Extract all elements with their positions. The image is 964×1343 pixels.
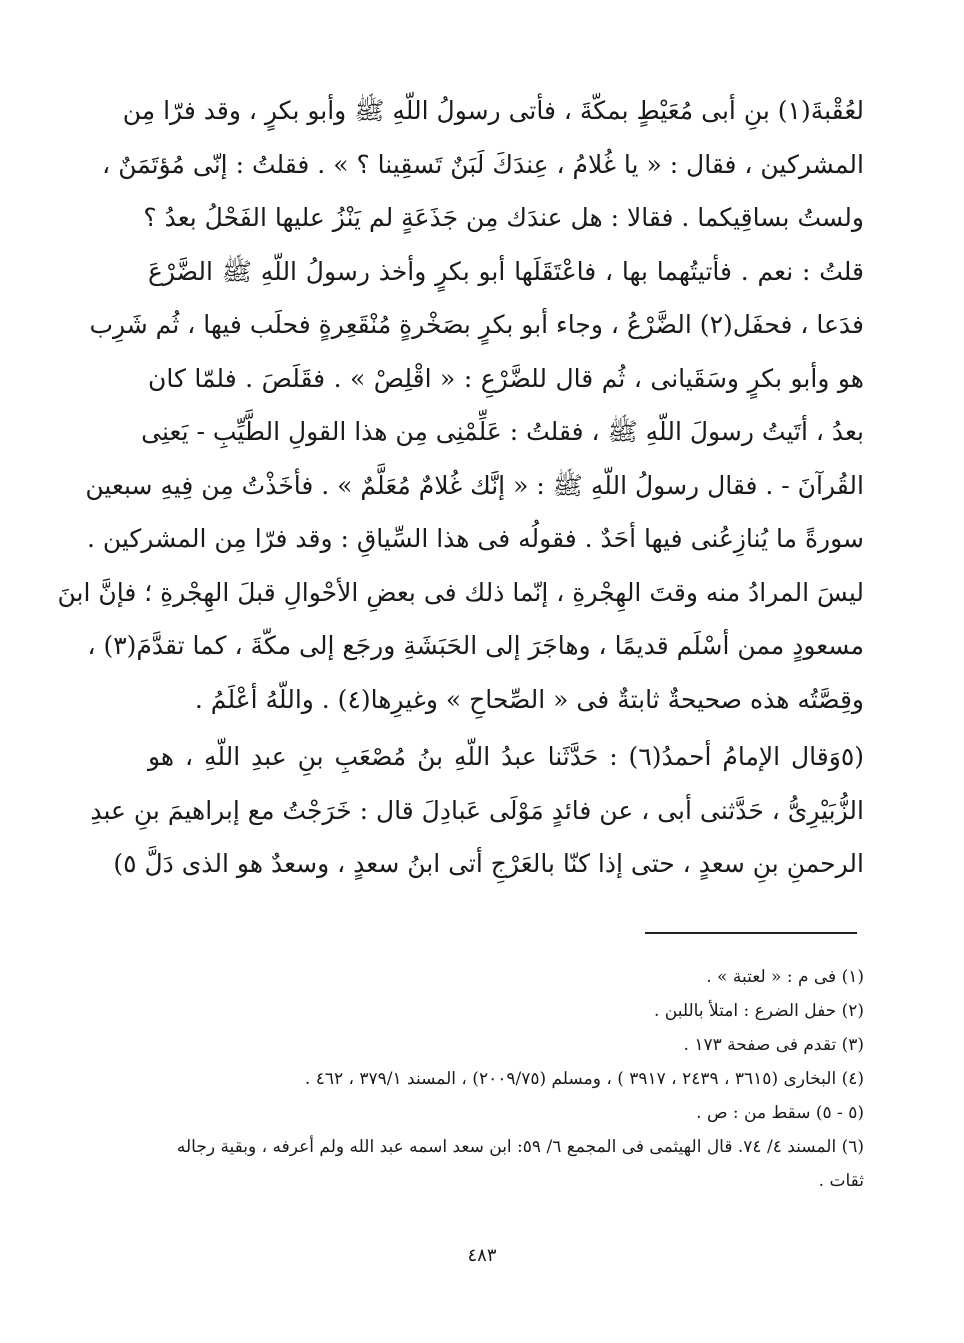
footnote-divider: [645, 932, 857, 934]
footnote-continuation: ثقات .: [818, 1171, 864, 1191]
text-line: وقِصَّتُه هذه صحيحةٌ ثابتةٌ فى « الصِّحاحِ » وغيرِها(٤) . واللّهُ أعْلَمُ .: [194, 684, 864, 714]
text-line: قلتُ : نعم . فأتيتُهما بها ، فاعْتَقَلَها أبو بكرٍ وأخذ رسولُ اللّهِ ﷺ الضَّرْعَ: [148, 256, 864, 286]
footnote: (٤) البخارى (٣٦١٥ ، ٢٤٣٩ ، ٣٩١٧ ) ، ومسلم (٢٠٠٩/٧٥) ، المسند ٣٧٩/١ ، ٤٦٢ .: [304, 1069, 864, 1089]
text-line: بعدُ ، أتَيتُ رسولَ اللّهِ ﷺ ، فقلتُ : عَلِّمْنِى مِن هذا القولِ الطَّيِّبِ - يَعنِى: [141, 417, 864, 446]
text-line: الرحمنِ بنِ سعدٍ ، حتى إذا كنّا بالعَرْجِ أتى ابنُ سعدٍ ، وسعدٌ هو الذى دَلَّ ٥): [113, 849, 864, 878]
text-line: مسعودٍ ممن أسْلَم قديمًا ، وهاجَرَ إلى الحَبَشَةِ ورجَع إلى مكّةَ ، كما تقدَّمَ(٣) ،: [87, 631, 864, 660]
main-text: [57, 84, 865, 891]
text-line: ولستُ بساقِيكما . فقالا : هل عندَك مِن جَذَعَةٍ لم يَنْزُ عليها الفَحْلُ بعدُ ؟: [143, 203, 864, 232]
text-line: فدَعا ، فحفَل(٢) الضَّرْعُ ، وجاء أبو بكرٍ بصَخْرةٍ مُنْقَعِرةٍ فحلَب فيها ، ثُم شَرِب: [89, 310, 864, 339]
text-line: سورةً ما يُنازِعُنى فيها أحَدٌ . فقولُه فى هذا السِّياقِ : وقد فرّا مِن المشركين .: [86, 524, 864, 553]
footnotes: [148, 960, 864, 1198]
text-line: الزُّبَيْرِىُّ ، حَدَّثنى أبى ، عن فائدٍ مَوْلَى عَبادِلَ قال : خَرَجْتُ مع إبراهيمَ بنِ عبدِ: [90, 795, 864, 825]
footnote: (٦) المسند ٤/ ٧٤. قال الهيثمى فى المجمع ٦/ ٥٩: ابن سعد اسمه عبد الله ولم أعرفه ، وبقية رجاله: [176, 1137, 864, 1157]
footnote: (٢) حفل الضرع : امتلأ باللبن .: [653, 1001, 864, 1021]
page-number: ٤٨٣: [467, 1245, 497, 1266]
text-line: القُرآنَ - . فقال رسولُ اللّهِ ﷺ : « إنَّك غُلامٌ مُعَلَّمٌ » . فأخَذْتُ مِن فِيهِ سبعين: [85, 470, 864, 500]
text-line: لعُقْبةَ(١) بنِ أبى مُعَيْطٍ بمكّةَ ، فأتى رسولُ اللّهِ ﷺ وأبو بكرٍ ، وقد فرّا مِن: [122, 96, 864, 125]
text-line: ليسَ المرادُ منه وقتَ الهِجْرةِ ، إنّما ذلك فى بعضِ الأحْوالِ قبلَ الهِجْرةِ ؛ فإنَّ ابنَ: [57, 577, 864, 607]
text-line: هو وأبو بكرٍ وسَقَيانى ، ثُم قال للضَّرْعِ : « اقْلِصْ » . فقَلَصَ . فلمّا كان: [148, 363, 864, 393]
footnote: (٥ - ٥) سقط من : ص .: [696, 1103, 864, 1123]
footnote: (١) فى م : « لعتبة » .: [706, 967, 864, 987]
footnote: (٣) تقدم فى صفحة ١٧٣ .: [683, 1035, 864, 1055]
text-line: المشركين ، فقال : « يا غُلامُ ، عِندَكَ لَبَنٌ تَسقِينا ؟ » . فقلتُ : إنّى مُؤتَمَنٌ ،: [102, 149, 864, 179]
text-line: (٥وَقال الإمامُ أحمدُ(٦) : حَدَّثَنا عبدُ اللّهِ بنُ مُصْعَبِ بنِ عبدِ اللّهِ ، هو: [148, 742, 865, 771]
